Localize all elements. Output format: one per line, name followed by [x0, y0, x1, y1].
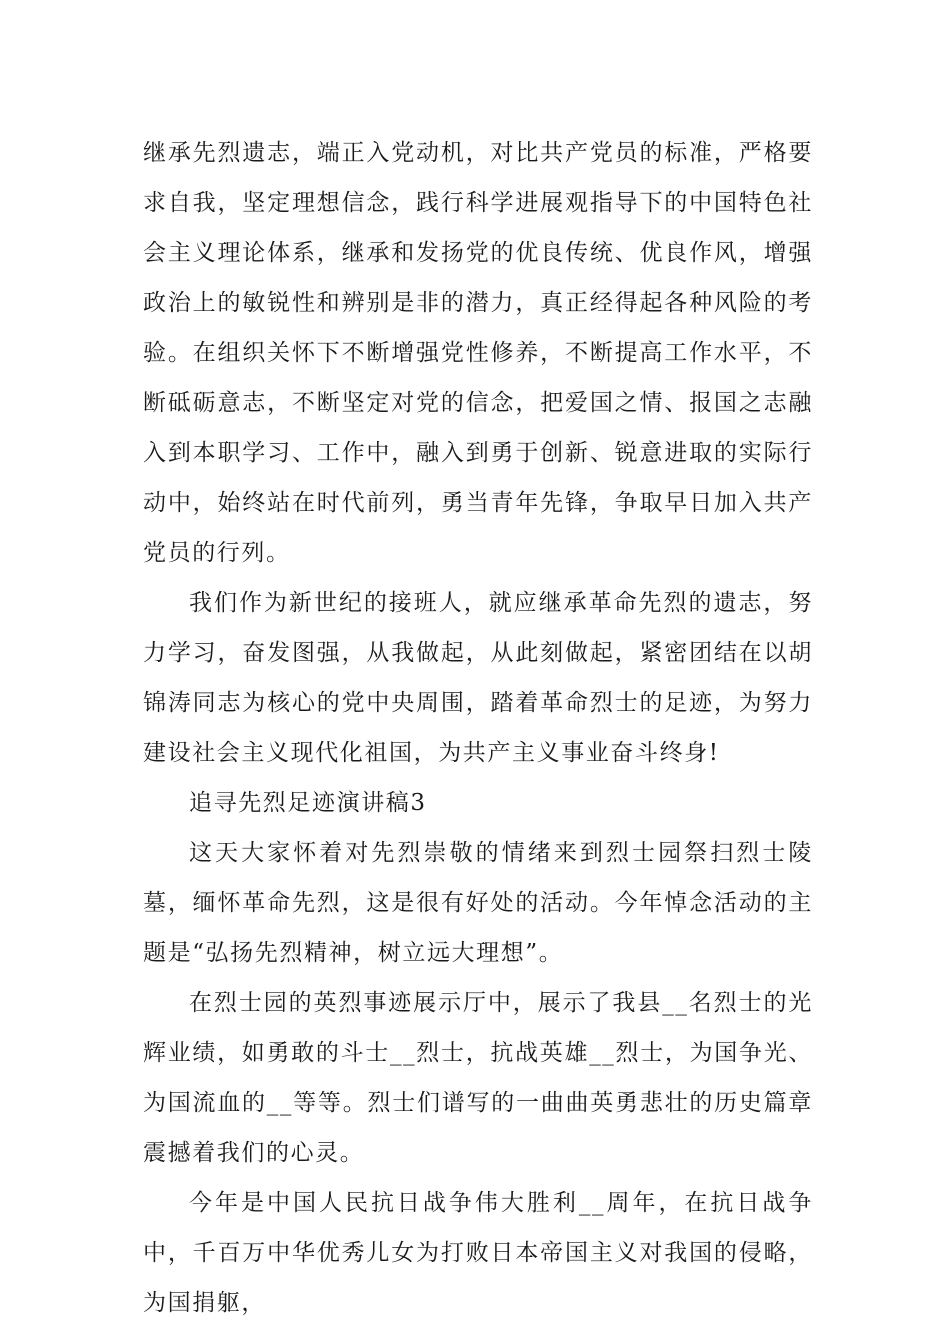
paragraph: 今年是中国人民抗日战争伟大胜利__周年，在抗日战争中，千百万中华优秀儿女为打败日本帝国主义对我国的侵略，为国捐躯， [143, 1190, 813, 1316]
document-body [143, 128, 813, 1328]
paragraph: 这天大家怀着对先烈崇敬的情绪来到烈士园祭扫烈士陵墓，缅怀革命先烈，这是很有好处的活动。今年悼念活动的主题是“弘扬先烈精神，树立远大理想”。 [143, 840, 813, 966]
paragraph: 在烈士园的英烈事迹展示厅中，展示了我县__名烈士的光辉业绩，如勇敢的斗士__烈士，抗战英雄__烈士，为国争光、为国流血的__等等。烈士们谱写的一曲曲英勇悲壮的历史篇章震撼着我们的心灵。 [143, 990, 813, 1166]
section-heading: 追寻先烈足迹演讲稿3 [189, 790, 427, 816]
paragraph: 继承先烈遗志，端正入党动机，对比共产党员的标准，严格要求自我，坚定理想信念，践行科学进展观指导下的中国特色社会主义理论体系，继承和发扬党的优良传统、优良作风，增强政治上的敏锐性和辨别是非的潜力，真正经得起各种风险的考验。在组织关怀下不断增强党性修养，不断提高工作水平，不断砥砺意志，不断坚定对党的信念，把爱国之情、报国之志融入到本职学习、工作中，融入到勇于创新、锐意进取的实际行动中，始终站在时代前列，勇当青年先锋，争取早日加入共产党员的行列。 [143, 140, 813, 566]
paragraph: 我们作为新世纪的接班人，就应继承革命先烈的遗志，努力学习，奋发图强，从我做起，从此刻做起，紧密团结在以胡锦涛同志为核心的党中央周围，踏着革命烈士的足迹，为努力建设社会主义现代化祖国，为共产主义事业奋斗终身! [143, 590, 813, 766]
